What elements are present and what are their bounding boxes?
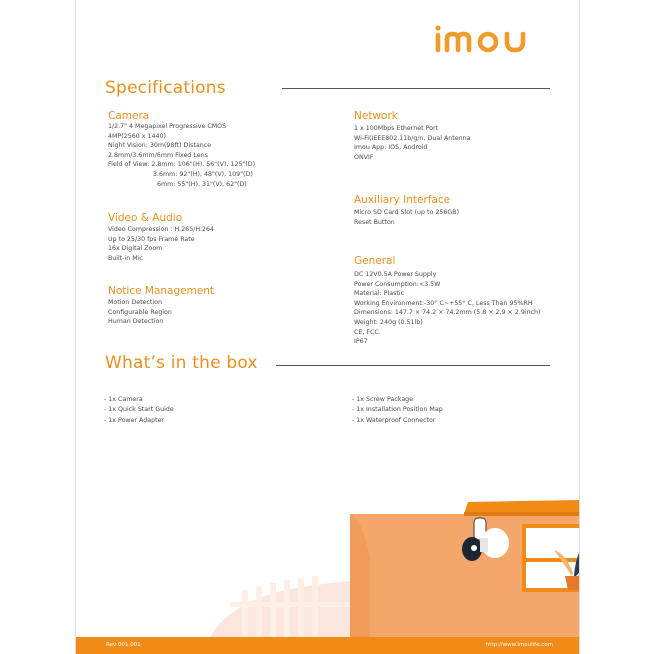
camera-heading: Camera — [108, 110, 150, 122]
auxiliary-specs — [354, 208, 459, 227]
spec-line: Wi-Fi(IEEE802.11b/g/n, Dual Antenna — [354, 134, 471, 142]
spec-line: Micro SD Card Slot (up to 256GB) — [354, 209, 460, 216]
box-title: What’s in the box — [105, 353, 258, 373]
list-item: - 1x Camera — [104, 396, 143, 403]
video-audio-specs — [108, 225, 214, 263]
footer-bar — [76, 637, 580, 654]
box-list-left — [104, 395, 174, 426]
spec-line: 16x Digital Zoom — [108, 245, 163, 253]
spec-line: Dimensions: 147.7 × 74.2 × 74.2mm (5.8 × 2.9 × 2.9inch) — [354, 309, 541, 317]
spec-line: ONVIF — [354, 153, 374, 161]
camera-specs — [108, 122, 255, 189]
box-title-rule — [276, 365, 550, 366]
general-specs — [354, 270, 540, 347]
spec-sheet — [75, 0, 580, 654]
box-list-right — [352, 395, 443, 426]
spec-line: Up to 25/30 fps Frame Rate — [108, 235, 195, 243]
list-item: - 1x Power Adapter — [104, 416, 165, 424]
spec-line: IP67 — [354, 338, 368, 346]
spec-line: Working Environment:-30° C~+55° C, Less Than 95%RH — [354, 299, 533, 307]
notice-heading: Notice Management — [108, 285, 215, 297]
spec-line: 4MP(2560 x 1440) — [108, 132, 166, 140]
spec-line: 2.8mm/3.6mm/6mm Fixed Lens — [108, 151, 208, 159]
title-rule — [282, 88, 550, 89]
general-heading: General — [354, 255, 396, 267]
spec-line: Built-in Mic — [108, 254, 143, 262]
list-item: - 1x Installation Position Map — [352, 406, 443, 414]
spec-line: Field of View: 2.8mm: 106"(H), 56"(V), 125"(D) — [108, 161, 256, 169]
spec-line: Video Compression : H.265/H.264 — [108, 226, 215, 233]
spec-line: 1/2.7" 4 Megapixel Progressive CMOS — [108, 123, 227, 130]
spec-line: DC 12V0.5A Power Supply — [354, 271, 437, 278]
specifications-title: Specifications — [105, 78, 226, 98]
spec-line: Imou App: IOS, Android — [354, 144, 428, 152]
spec-line: Motion Detection — [108, 299, 162, 306]
spec-line: Human Detection — [108, 318, 164, 326]
spec-line: Weight: 240g (0.51lb) — [354, 318, 423, 326]
network-specs — [354, 124, 470, 162]
list-item: - 1x Quick Start Guide — [104, 406, 174, 414]
network-heading: Network — [354, 110, 398, 122]
house-illustration — [210, 498, 580, 637]
list-item: - 1x Screw Package — [352, 396, 414, 403]
spec-line: Reset Button — [354, 218, 395, 226]
spec-line: Configurable Region — [108, 308, 172, 316]
revision-label: Rev 001.001 — [106, 642, 141, 648]
website-link[interactable]: http://www.imoulife.com — [485, 642, 553, 648]
spec-line: 1 x 100Mbps Ethernet Port — [354, 125, 439, 132]
spec-line: 6mm: 55"(H), 31"(V), 62"(D) — [157, 180, 247, 188]
video-audio-heading: Video & Audio — [108, 212, 183, 224]
spec-line: CE, FCC. — [354, 328, 381, 336]
auxiliary-heading: Auxiliary Interface — [354, 194, 451, 206]
spec-line: Material: Plastic — [354, 290, 405, 298]
imou-logo — [434, 24, 540, 54]
spec-line: Power Consumption:<3.5W — [354, 280, 441, 288]
spec-line: 3.6mm: 92"(H), 48"(V), 109"(D) — [153, 170, 253, 178]
list-item: - 1x Waterproof Connector — [352, 416, 436, 424]
spec-line: Night Vision: 30m(98ft) Distance — [108, 142, 212, 150]
notice-specs — [108, 298, 172, 327]
